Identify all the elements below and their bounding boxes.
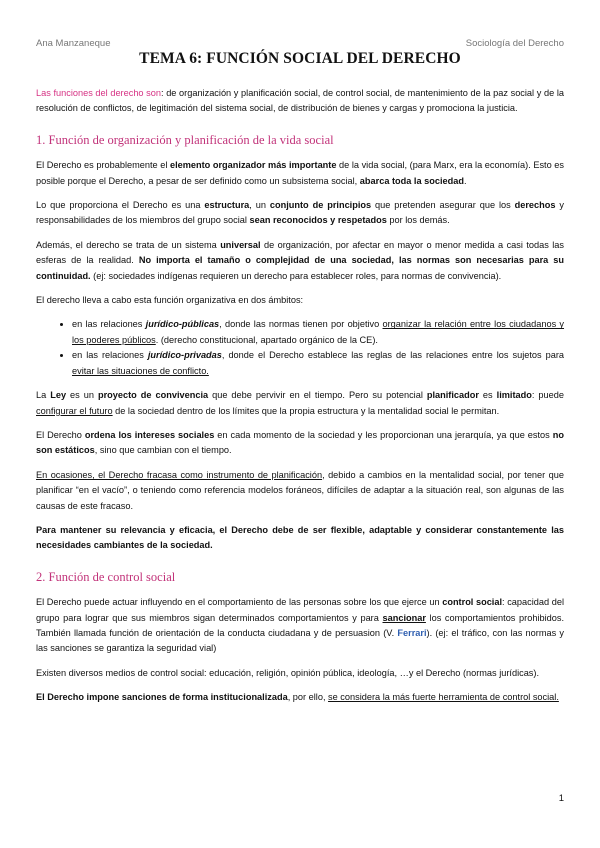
s1-paragraph-4: El derecho lleva a cabo esta función organizativa en dos ámbitos: [36,295,304,306]
s1-paragraph-1: El Derecho es probablemente el elemento organizador más importante de la vida social, (para Marx, era la economía). Esto es posible porque el Derecho, a pesar de ser definido como un subsistema social, abarca toda la sociedad. [36,160,564,186]
s1-paragraph-7: En ocasiones, el Derecho fracasa como instrumento de planificación, debido a cambios en la mentalidad social, por tener que planificar “en el vacío”, o teniendo como referencia modelos foráneos, difíciles de adaptar a la situación real, son algunas de las causas de este fracaso. [36,469,564,511]
header-subject: Sociología del Derecho [465,38,564,49]
intro-paragraph [36,86,564,117]
list-item: • en las relaciones jurídico-públicas, donde las normas tienen por objetivo organizar la relación entre los ciudadanos y los poderes públicos. (derecho constitucional, apartado orgánico de la CE). [72,317,564,348]
section-2-heading: 2. Función de control social [36,569,176,584]
s1-paragraph-5: La Ley es un proyecto de convivencia que debe pervivir en el tiempo. Pero su potencial planificador es limitado: puede configurar el futuro de la sociedad dentro de los límites que la propia estructura y la mentalidad social le permitan. [36,390,564,416]
s1-paragraph-3: Además, el derecho se trata de un sistema universal de organización, por afectar en mayor o menor medida a casi todas las esferas de la realidad. No importa el tamaño o complejidad de una sociedad, las normas son necesarias para su continuidad. (ej: sociedades indígenas requieren un derecho para establecer roles, para normas de convivencia). [36,239,565,281]
intro-lead: Las funciones del derecho son [36,88,161,98]
intro-rest: : de organización y planificación social, de control social, de mantenimiento de la paz social y de la resolución de conflictos, de legitimación del sistema social, de distribución de bienes y cargas y promociona la justicia. [36,88,564,114]
s2-paragraph-1: El Derecho puede actuar influyendo en el comportamiento de las personas sobre los que ejerce un control social: capacidad del grupo para lograr que sus miembros sigan determinados comportamientos y para sancionar los comportamientos prohibidos. También llamada función de orientación de la conducta ciudadana y de persuasion (V. Ferrari). (ej: el tráfico, con las normas y las sanciones se garantiza la seguridad vial) [36,597,564,654]
s1-paragraph-2: Lo que proporciona el Derecho es una estructura, un conjunto de principios que pretenden asegurar que los derechos y responsabilidades de los miembros del grupo social sean reconocidos y respetados por los demás. [36,200,564,226]
s1-paragraph-8: Para mantener su relevancia y eficacia, el Derecho debe de ser flexible, adaptable y considerar constantemente las necesidades cambiantes de la sociedad. [36,524,564,551]
s2-paragraph-3: El Derecho impone sanciones de forma institucionalizada, por ello, se considera la más fuerte herramienta de control social. [36,692,559,703]
section-1-heading: 1. Función de organización y planificación de la vida social [36,132,334,147]
s1-paragraph-6: El Derecho ordena los intereses sociales en cada momento de la sociedad y les proporcionan una jerarquía, ya que estos no son estáticos, sino que cambian con el tiempo. [36,429,564,456]
page-number: 1 [558,793,564,804]
list-item: • en las relaciones jurídico-privadas, donde el Derecho establece las reglas de las relaciones entre los sujetos para evitar las situaciones de conflicto. [72,348,564,379]
document-body [36,86,564,715]
s2-paragraph-2: Existen diversos medios de control social: educación, religión, opinión pública, ideología, …y el Derecho (normas jurídicas). [36,667,540,678]
s1-bullet-list [36,317,564,379]
header-author: Ana Manzaneque [36,38,111,49]
page-title: TEMA 6: FUNCIÓN SOCIAL DEL DERECHO [139,50,461,67]
